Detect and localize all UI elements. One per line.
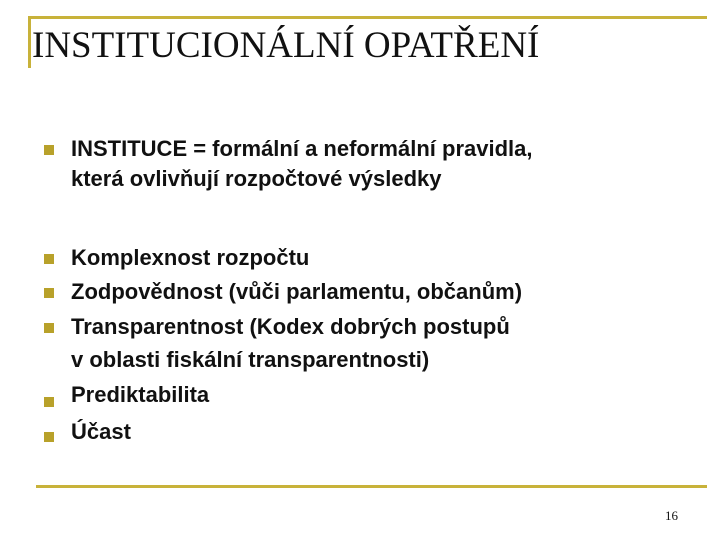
bullet-icon: [44, 323, 54, 333]
footer-rule: [36, 485, 707, 488]
list-item-line: Zodpovědnost (vůči parlamentu, občanům): [71, 279, 523, 304]
bullet-icon: [44, 145, 54, 155]
title-frame-top-rule: [28, 16, 707, 19]
slide-title: INSTITUCIONÁLNÍ OPATŘENÍ: [32, 25, 540, 66]
list-item-line: Komplexnost rozpočtu: [71, 245, 310, 270]
list-item-line: v oblasti fiskální transparentnosti): [71, 347, 430, 372]
list-item-line: Transparentnost (Kodex dobrých postupů: [71, 314, 510, 339]
list-item-line: INSTITUCE = formální a neformální pravidla,: [71, 136, 533, 161]
list-item-line: Prediktabilita: [71, 382, 210, 407]
bullet-icon: [44, 254, 54, 264]
bullet-icon: [44, 397, 54, 407]
page-number: 16: [665, 508, 678, 523]
list-item-line: která ovlivňují rozpočtové výsledky: [71, 166, 442, 191]
title-frame-left-rule: [28, 16, 31, 68]
bullet-icon: [44, 288, 54, 298]
list-item-line: Účast: [71, 419, 131, 444]
bullet-icon: [44, 432, 54, 442]
